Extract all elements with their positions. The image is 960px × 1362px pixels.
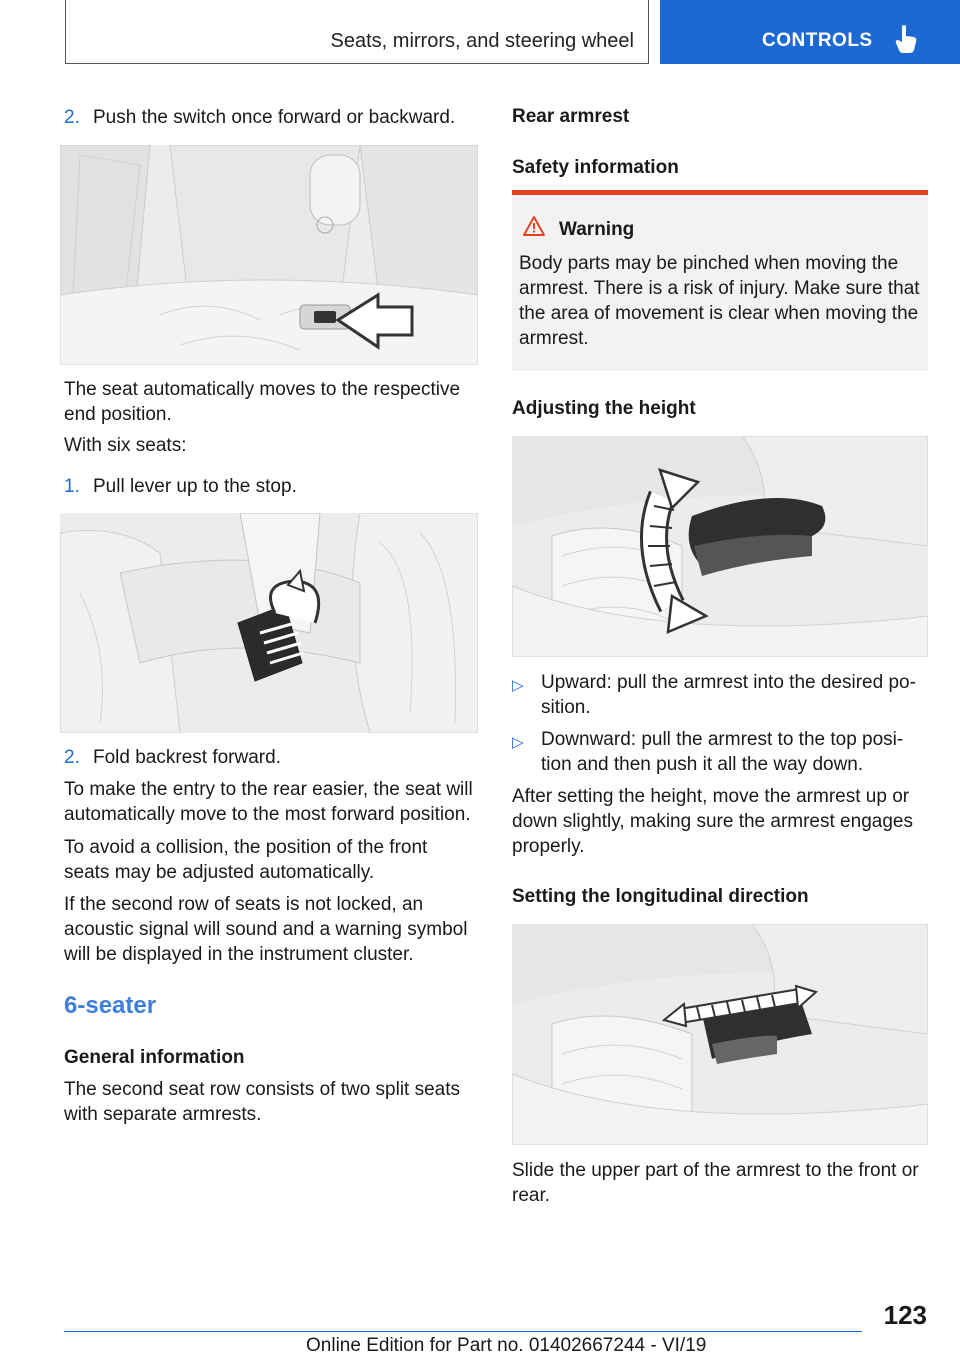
- with-six-seats-text: With six seats:: [64, 435, 187, 456]
- pointing-hand-icon: [894, 24, 918, 59]
- second-row-paragraph: [64, 892, 467, 967]
- upward-line: sition.: [541, 697, 591, 718]
- auto-move-paragraph: [64, 377, 460, 427]
- warning-triangle-icon: [522, 215, 546, 242]
- easy-entry-line: automatically move to the most forward position.: [64, 804, 471, 825]
- step-text: Push the switch once forward or backward.: [93, 107, 456, 128]
- downward-bullet: [512, 727, 928, 777]
- step-text: Pull lever up to the stop.: [93, 476, 297, 497]
- upward-bullet: [512, 670, 928, 720]
- bullet-triangle-icon: ▷: [512, 734, 524, 751]
- upward-line: Upward: pull the armrest into the desired po-: [541, 672, 916, 693]
- adjusting-height-heading: Adjusting the height: [512, 398, 696, 419]
- general-info-line: with separate armrests.: [64, 1104, 262, 1125]
- footer-divider: [64, 1331, 862, 1332]
- warning-title: Warning: [559, 219, 635, 240]
- after-setting-line: After setting the height, move the armrest up or: [512, 786, 910, 807]
- general-information-paragraph: [64, 1077, 460, 1127]
- auto-move-line: end position.: [64, 404, 172, 425]
- after-setting-line: properly.: [512, 836, 585, 857]
- auto-move-line: The seat automatically moves to the respective: [64, 379, 461, 400]
- longitudinal-direction-heading: Setting the longitudinal direction: [512, 886, 809, 907]
- easy-entry-line: To make the entry to the rear easier, the seat will: [64, 779, 473, 800]
- warning-text: [519, 251, 924, 351]
- rear-seat-switch-illustration: [60, 145, 478, 365]
- step-number: 2.: [64, 747, 80, 768]
- easy-entry-paragraph: [64, 777, 484, 827]
- collision-line: To avoid a collision, the position of the front: [64, 837, 428, 858]
- after-setting-line: down slightly, making sure the armrest engages: [512, 811, 913, 832]
- downward-line: Downward: pull the armrest to the top posi-: [541, 729, 904, 750]
- collision-paragraph: [64, 835, 427, 885]
- header-section-box: [65, 0, 649, 64]
- second-row-line: If the second row of seats is not locked, an: [64, 894, 424, 915]
- second-row-line: will be displayed in the instrument cluster.: [64, 944, 414, 965]
- downward-line: tion and then push it all the way down.: [541, 754, 864, 775]
- six-seater-heading: 6-seater: [64, 992, 157, 1019]
- bullet-triangle-icon: ▷: [512, 677, 524, 694]
- warning-line: armrest. There is a risk of injury. Make sure that: [519, 278, 920, 299]
- armrest-slide-illustration: [512, 924, 928, 1145]
- step-number: 1.: [64, 476, 80, 497]
- pull-lever-illustration: [60, 513, 478, 733]
- slide-line: Slide the upper part of the armrest to the front or: [512, 1160, 919, 1181]
- header-section-title: Seats, mirrors, and steering wheel: [330, 30, 634, 52]
- armrest-height-illustration: [512, 436, 928, 657]
- step-text: Fold backrest forward.: [93, 747, 281, 768]
- safety-information-heading: Safety information: [512, 157, 679, 178]
- warning-line: Body parts may be pinched when moving the: [519, 253, 899, 274]
- footer-edition: Online Edition for Part no. 01402667244 - VI/19: [306, 1335, 707, 1356]
- collision-line: seats may be adjusted automatically.: [64, 862, 375, 883]
- step-number: 2.: [64, 107, 80, 128]
- warning-box: [512, 195, 928, 371]
- header-chapter-tab[interactable]: [660, 0, 960, 64]
- page-number: 123: [883, 1300, 927, 1330]
- second-row-line: acoustic signal will sound and a warning symbol: [64, 919, 468, 940]
- after-setting-paragraph: [512, 784, 913, 859]
- warning-line: the area of movement is clear when moving the: [519, 303, 919, 324]
- general-info-line: The second seat row consists of two split seats: [64, 1079, 461, 1100]
- slide-paragraph: [512, 1158, 932, 1208]
- header-chapter-label: CONTROLS: [762, 30, 873, 51]
- warning-line: armrest.: [519, 328, 589, 349]
- rear-armrest-heading: Rear armrest: [512, 106, 630, 127]
- general-information-heading: General information: [64, 1047, 245, 1068]
- slide-line: rear.: [512, 1185, 551, 1206]
